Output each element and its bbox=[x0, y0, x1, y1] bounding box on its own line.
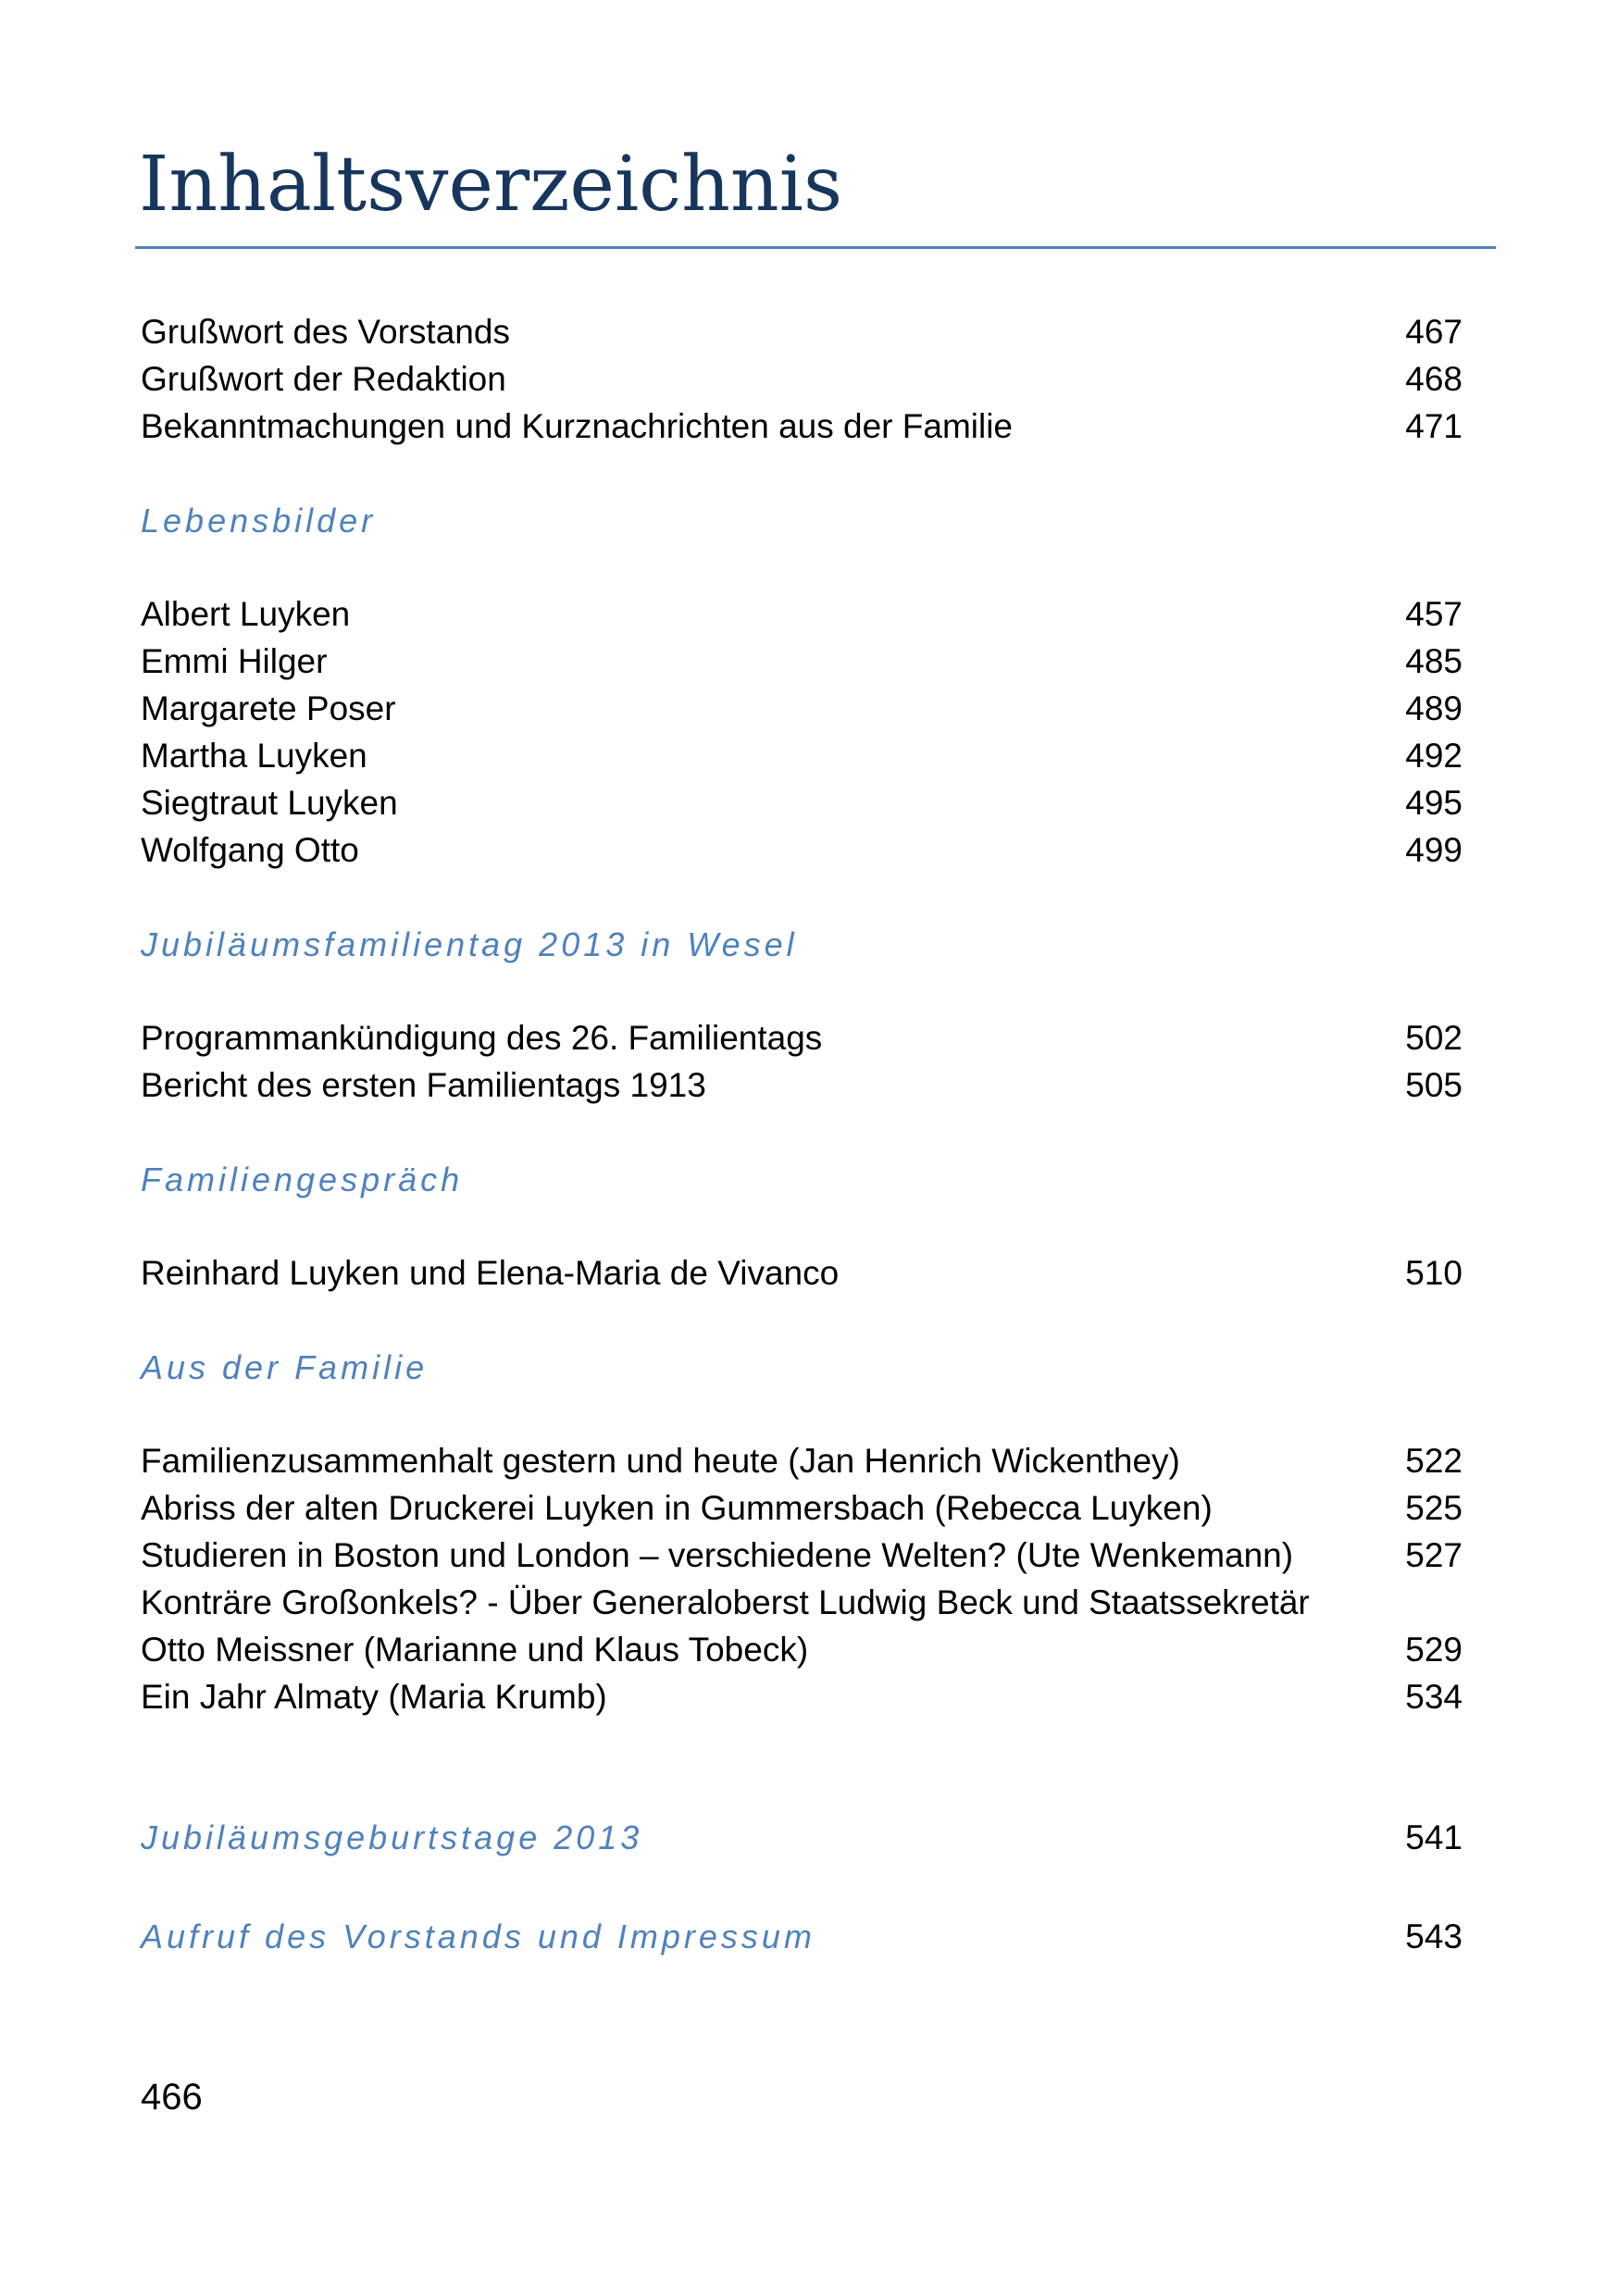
toc-entry-label: Margarete Poser bbox=[141, 689, 396, 727]
toc-entry-page: 471 bbox=[1405, 407, 1462, 445]
toc-entry-label: Grußwort des Vorstands bbox=[141, 313, 510, 351]
toc-entry-page: 489 bbox=[1405, 689, 1462, 727]
toc-entry[interactable] bbox=[141, 590, 1462, 638]
toc-entry-label: Konträre Großonkels? - Über Generaloberst Ludwig Beck und Staatssekretär bbox=[141, 1583, 1310, 1621]
toc-entry-label: Otto Meissner (Marianne und Klaus Tobeck) bbox=[141, 1631, 809, 1669]
section-heading[interactable] bbox=[141, 497, 1462, 544]
title-underline bbox=[135, 246, 1496, 249]
toc-entry-page: 499 bbox=[1405, 831, 1462, 869]
toc-entry-label: Wolfgang Otto bbox=[141, 831, 359, 869]
section-heading-page: 543 bbox=[1405, 1917, 1462, 1955]
toc-entry-page: 510 bbox=[1405, 1254, 1462, 1292]
toc-entry[interactable] bbox=[141, 1061, 1462, 1109]
toc-entry-page: 492 bbox=[1405, 737, 1462, 775]
toc-entry[interactable] bbox=[141, 685, 1462, 732]
section-heading[interactable] bbox=[141, 1913, 1462, 1960]
toc-entry-label: Albert Luyken bbox=[141, 595, 351, 633]
toc-entry[interactable] bbox=[141, 1249, 1462, 1297]
toc-entry[interactable] bbox=[141, 403, 1462, 450]
toc-entry-label: Grußwort der Redaktion bbox=[141, 360, 506, 398]
toc-entry-page: 457 bbox=[1405, 595, 1462, 633]
toc-entry[interactable] bbox=[141, 1484, 1462, 1532]
toc-entry-page: 525 bbox=[1405, 1489, 1462, 1527]
toc-entry-page: 467 bbox=[1405, 313, 1462, 351]
toc-entry-page: 534 bbox=[1405, 1678, 1462, 1716]
section-heading[interactable] bbox=[141, 1156, 1462, 1203]
toc-entry-label: Bekanntmachungen und Kurznachrichten aus der Familie bbox=[141, 407, 1014, 445]
toc-entry-label: Studieren in Boston und London – verschiedene Welten? (Ute Wenkemann) bbox=[141, 1536, 1294, 1574]
section-heading-label: Lebensbilder bbox=[141, 502, 377, 540]
toc-entry-page: 505 bbox=[1405, 1066, 1462, 1104]
section-heading-label: Familiengespräch bbox=[141, 1160, 464, 1198]
section-heading-page: 541 bbox=[1405, 1818, 1462, 1856]
toc-entry-label: Reinhard Luyken und Elena-Maria de Vivanco bbox=[141, 1254, 840, 1292]
toc-entry[interactable] bbox=[141, 308, 1462, 355]
toc-entry[interactable] bbox=[141, 638, 1462, 685]
section-heading[interactable] bbox=[141, 1814, 1462, 1861]
toc-entry-page: 495 bbox=[1405, 784, 1462, 822]
toc-entry-page: 502 bbox=[1405, 1019, 1462, 1057]
toc-entry-page: 485 bbox=[1405, 642, 1462, 680]
toc-entry-label: Programmankündigung des 26. Familientags bbox=[141, 1019, 823, 1057]
toc-entry-label: Siegtraut Luyken bbox=[141, 784, 398, 822]
toc-entry-label: Martha Luyken bbox=[141, 737, 367, 775]
section-heading-label: Jubiläumsfamilientag 2013 in Wesel bbox=[141, 925, 798, 963]
toc-entry[interactable] bbox=[141, 779, 1462, 826]
toc-entry[interactable] bbox=[141, 1579, 1462, 1626]
toc-entry-label: Familienzusammenhalt gestern und heute (Jan Henrich Wickenthey) bbox=[141, 1442, 1180, 1480]
toc-entry-label: Ein Jahr Almaty (Maria Krumb) bbox=[141, 1678, 607, 1716]
toc-entry-label: Bericht des ersten Familientags 1913 bbox=[141, 1066, 706, 1104]
section-heading[interactable] bbox=[141, 921, 1462, 968]
toc-entry-page: 522 bbox=[1405, 1442, 1462, 1480]
footer-page-number: 466 bbox=[141, 2077, 203, 2117]
toc-entry[interactable] bbox=[141, 1014, 1462, 1061]
toc-entry-label: Abriss der alten Druckerei Luyken in Gummersbach (Rebecca Luyken) bbox=[141, 1489, 1213, 1527]
page-title: Inhaltsverzeichnis bbox=[139, 141, 843, 229]
toc-entry-page: 527 bbox=[1405, 1536, 1462, 1574]
toc-entry[interactable] bbox=[141, 1437, 1462, 1484]
toc-entry[interactable] bbox=[141, 1626, 1462, 1673]
toc-entry-page: 529 bbox=[1405, 1631, 1462, 1669]
toc-entry[interactable] bbox=[141, 1673, 1462, 1720]
section-heading-label: Aufruf des Vorstands und Impressum bbox=[141, 1917, 815, 1955]
toc-entry[interactable] bbox=[141, 826, 1462, 874]
section-heading[interactable] bbox=[141, 1344, 1462, 1391]
toc-entry[interactable] bbox=[141, 1532, 1462, 1579]
toc-entry-page: 468 bbox=[1405, 360, 1462, 398]
toc-entry[interactable] bbox=[141, 355, 1462, 403]
section-heading-label: Aus der Familie bbox=[141, 1348, 429, 1386]
section-heading-label: Jubiläumsgeburtstage 2013 bbox=[141, 1818, 643, 1856]
toc-entry-label: Emmi Hilger bbox=[141, 642, 328, 680]
toc-entry[interactable] bbox=[141, 732, 1462, 779]
